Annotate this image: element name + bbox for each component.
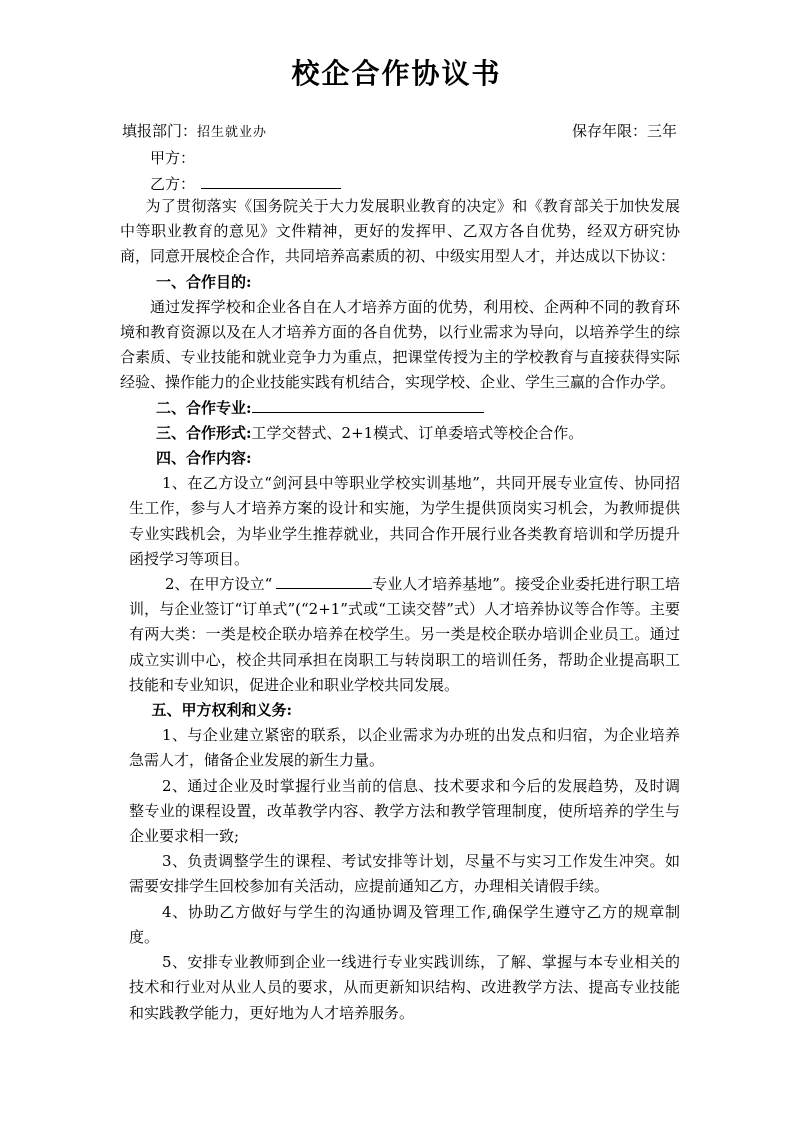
intro-paragraph: 为了贯彻落实《国务院关于大力发展职业教育的决定》和《教育部关于加快发展中等职业教育的意见》文件精神，更好的发挥甲、乙双方各自优势，经双方研究协商，同意开展校企合作，共同培养高素质的初、中级实用型人才，并达成以下协议： [120, 197, 680, 266]
document-title: 校企合作协议书 [291, 57, 502, 90]
document-header [122, 119, 677, 143]
retention-period: 保存年限：三年 [571, 122, 677, 140]
party-a-line [150, 146, 195, 170]
party-a-label: 甲方： [150, 149, 196, 167]
party-b-line [150, 171, 341, 196]
section-5-heading: 五、甲方权利和义务: [151, 701, 293, 720]
party-b-blank [201, 171, 341, 189]
section-1-heading: 一、合作目的: [156, 272, 252, 291]
agreement-body [120, 194, 680, 1026]
party-b-label: 乙方： [150, 175, 196, 193]
section-1-text: 通过发挥学校和企业各自在人才培养方面的优势，利用校、企两种不同的教育环境和教育资源以及在人才培养方面的各自优势，以行业需求为导向，以培养学生的综合素质、专业技能和就业竞争力为重点，把课堂传授为主的学校教育与直接获得实际经验、操作能力的企业技能实践有机结合，实现学校、企业、学生三赢的合作办学。 [120, 297, 680, 392]
department-value: 招生就业办 [197, 125, 268, 140]
section-5-item-3: 3、负责调整学生的课程、考试安排等计划，尽量不与实习工作发生冲突。如需要安排学生回校参加有关活动，应提前通知乙方，办理相关请假手续。 [129, 852, 680, 896]
section-5-item-4: 4、协助乙方做好与学生的沟通协调及管理工作,确保学生遵守乙方的规章制度。 [129, 902, 680, 946]
department-label: 填报部门： [122, 122, 198, 140]
section-5-item-5: 5、安排专业教师到企业一线进行专业实践训练，了解、掌握与本专业相关的技术和行业对从业人员的要求，从而更新知识结构、改进教学方法、提高专业技能和实践教学能力，更好地为人才培养服务。 [129, 953, 680, 1022]
section-4-item-2-prefix: 2、在甲方设立“ [165, 575, 273, 594]
base-name-blank [276, 572, 372, 589]
section-4-item-2 [120, 572, 680, 698]
section-4-heading: 四、合作内容: [156, 449, 252, 468]
section-5-item-1: 1、与企业建立紧密的联系，以企业需求为办班的出发点和归宿，为企业培养急需人才，储备企业发展的新生力量。 [129, 726, 680, 770]
department-field [122, 119, 267, 145]
section-4-item-1: 1、在乙方设立“剑河县中等职业学校实训基地”，共同开展专业宣传、协同招生工作，参与人才培养方案的设计和实施，为学生提供顶岗实习机会，为教师提供专业实践机会，为毕业学生推荐就业，共同合作开展行业各类教育培训和学历提升函授学习等项目。 [129, 474, 680, 568]
major-blank [252, 396, 484, 413]
section-4-item-2-rest: 专业人才培养基地”。接受企业委托进行职工培训，与企业签订“订单式”(“2+1”式或“工读交替”式）人才培养协议等合作等。主要有两大类：一类是校企联办培养在校学生。另一类是校企联办培训企业员工。通过成立实训中心，校企共同承担在岗职工与转岗职工的培训任务，帮助企业提高职工技能和专业知识，促进企业和职业学校共同发展。 [129, 575, 681, 694]
section-3-text: 工学交替式、2+1模式、订单委培式等校企合作。 [251, 423, 584, 442]
section-2-heading-line [120, 396, 680, 421]
section-2-heading: 二、合作专业: [156, 398, 252, 417]
section-3-line [120, 421, 680, 446]
section-5-item-2: 2、通过企业及时掌握行业当前的信息、技术要求和今后的发展趋势，及时调整专业的课程设置，改革教学内容、教学方法和教学管理制度，使所培养的学生与企业要求相一致; [129, 776, 680, 846]
section-3-heading: 三、合作形式: [156, 423, 252, 442]
